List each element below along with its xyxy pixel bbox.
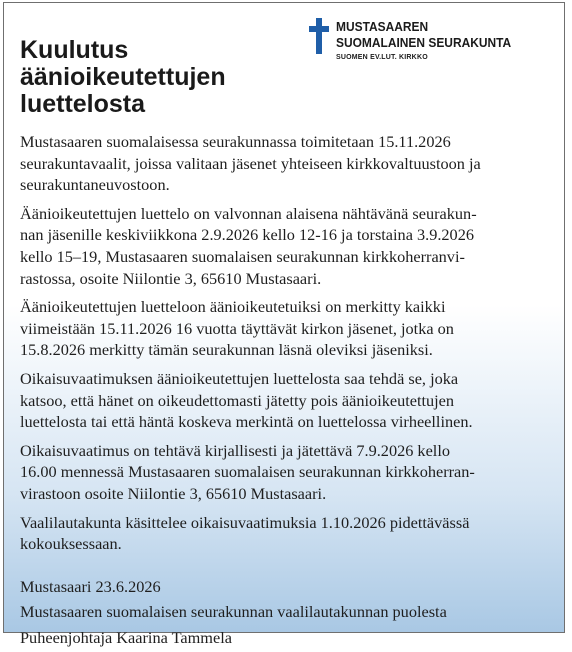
place-date: Mustasaari 23.6.2026	[20, 576, 161, 596]
text-line: Oikaisuvaatimuksen äänioikeutettujen luettelosta saa tehdä se, joka	[20, 368, 459, 388]
text-line: seurakuntavaalit, joissa valitaan jäsenet yhteiseen kirkkovaltuustoon ja	[20, 153, 481, 173]
text-line: rastossa, osoite Niilontie 3, 65610 Mustasaari.	[20, 268, 322, 288]
title-line: äänioikeutettujen	[20, 63, 226, 91]
text-line: kello 15–19, Mustasaaren suomalaisen seurakunnan kirkkoherranvi-	[20, 246, 465, 266]
notice-body	[20, 131, 560, 652]
text-line: viimeistään 15.11.2026 16 vuotta täyttävät kirkon jäsenet, jotka on	[20, 318, 454, 338]
on-behalf-of: Mustasaaren suomalaisen seurakunnan vaalilautakunnan puolesta	[20, 602, 447, 622]
text-line: 16.00 mennessä Mustasaaren suomalaisen seurakunnan kirkkoherran-	[20, 462, 475, 482]
text-line: seurakuntaneuvostoon.	[20, 175, 170, 195]
text-line: Äänioikeutettujen luetteloon äänioikeutetuiksi on merkitty kaikki	[20, 297, 446, 317]
text-line: luettelosta tai että häntä koskeva merkintä on luettelossa virheellinen.	[20, 412, 473, 432]
text-line: kokouksessaan.	[20, 534, 122, 554]
parish-name-line: SUOMALAINEN SEURAKUNTA	[336, 35, 512, 50]
cross-icon	[308, 18, 330, 54]
paragraph-rectification-deadline	[20, 440, 560, 505]
text-line: Oikaisuvaatimus on tehtävä kirjallisesti ja jätettävä 7.9.2026 kello	[20, 440, 450, 460]
notice-title	[20, 37, 280, 118]
chairperson: Puheenjohtaja Kaarina Tammela	[20, 627, 232, 647]
paragraph-eligibility	[20, 296, 560, 361]
election-notice	[3, 2, 565, 647]
paragraph-viewing-times	[20, 203, 560, 289]
paragraph-election-date	[20, 131, 560, 196]
title-line: luettelosta	[20, 90, 146, 118]
text-line: Äänioikeutettujen luettelo on valvonnan alaisena nähtävänä seurakun-	[20, 203, 477, 223]
parish-logo	[308, 18, 558, 68]
text-line: 15.8.2026 merkitty tämän seurakunnan läsnä oleviksi jäseniksi.	[20, 340, 433, 360]
paragraph-committee-meeting	[20, 512, 560, 555]
signature-block	[20, 576, 560, 649]
text-line: Vaalilautakunta käsittelee oikaisuvaatimuksia 1.10.2026 pidettävässä	[20, 512, 470, 532]
church-subtitle: SUOMEN EV.LUT. KIRKKO	[336, 54, 428, 61]
parish-name-line: MUSTASAAREN	[336, 19, 429, 34]
paragraph-rectification-right	[20, 368, 560, 433]
text-line: nan jäsenille keskiviikkona 2.9.2026 kello 12-16 ja torstaina 3.9.2026	[20, 225, 474, 245]
text-line: katsoo, että hänet on oikeudettomasti jätetty pois äänioikeutettujen	[20, 390, 455, 410]
text-line: virastoon osoite Niilontie 3, 65610 Mustasaari.	[20, 483, 327, 503]
parish-name	[336, 19, 511, 51]
text-line: Mustasaaren suomalaisessa seurakunnassa toimitetaan 15.11.2026	[20, 132, 451, 151]
title-line: Kuulutus	[20, 36, 129, 64]
